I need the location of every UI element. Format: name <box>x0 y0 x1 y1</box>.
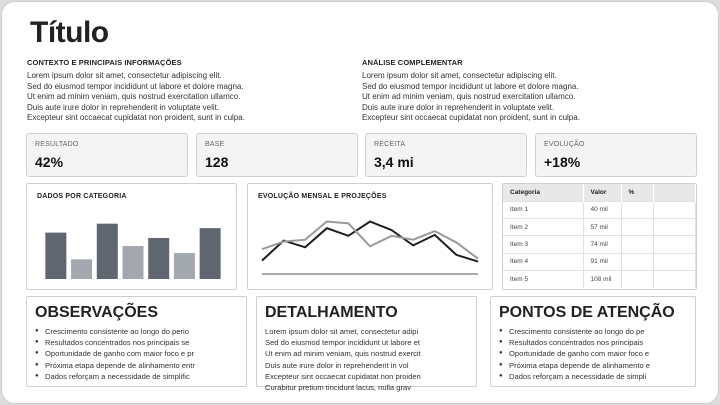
page-title: Título <box>30 16 109 49</box>
pontos-atencao-title: PONTOS DE ATENÇÃO <box>499 304 675 321</box>
table-cell: Item 5 <box>503 271 583 288</box>
table-cell: Item 3 <box>503 236 583 253</box>
observacoes-panel <box>26 296 247 387</box>
kpi-label: RESULTADO <box>35 141 79 148</box>
list-item: ● Oportunidade de ganho com maior foco e pr <box>35 348 238 359</box>
list-item: ● Dados reforçam a necessidade de simpli <box>499 371 687 382</box>
detalhamento-panel <box>256 296 477 393</box>
observacoes-title: OBSERVAÇÕES <box>35 304 158 321</box>
table-cell <box>621 236 653 253</box>
intro-left-heading: CONTEXTO E PRINCIPAIS INFORMAÇÕES <box>27 58 182 67</box>
table-cell: 74 mil <box>583 236 621 253</box>
table-header-empty <box>653 184 696 201</box>
bar-chart-panel <box>26 183 237 290</box>
table-header-categoria: Categoria <box>503 184 583 201</box>
line-chart-title: EVOLUÇÃO MENSAL E PROJEÇÕES <box>258 193 387 200</box>
table-row <box>503 271 696 288</box>
kpi-value: 128 <box>205 154 229 170</box>
table-cell: 57 mil <box>583 218 621 235</box>
table-row <box>503 236 696 253</box>
list-item: ● Resultados concentrados nos principais se <box>35 337 238 348</box>
bar-7 <box>200 228 221 279</box>
list-item: ● Crescimento consistente ao longo do perio <box>35 326 238 337</box>
table-row <box>503 201 696 218</box>
detalhamento-title: DETALHAMENTO <box>265 304 398 321</box>
list-item: ● Crescimento consistente ao longo do pe <box>499 326 687 337</box>
table-cell <box>653 271 696 288</box>
table-cell: Item 2 <box>503 218 583 235</box>
bar-3 <box>97 224 118 279</box>
table-cell: Item 4 <box>503 253 583 270</box>
observacoes-list <box>35 326 238 382</box>
bar-6 <box>174 253 195 279</box>
table-cell: 108 mil <box>583 271 621 288</box>
table-cell <box>653 253 696 270</box>
table-cell <box>621 271 653 288</box>
intro-left <box>27 58 327 124</box>
table-cell <box>653 236 696 253</box>
bar-chart-title: DADOS POR CATEGORIA <box>37 193 127 200</box>
line-chart-panel <box>247 183 493 290</box>
table-header-row <box>503 184 696 201</box>
bar-1 <box>45 233 66 279</box>
slide <box>1 1 719 404</box>
pontos-atencao-panel <box>490 296 696 387</box>
bar-chart <box>27 184 238 291</box>
bar-5 <box>148 238 169 279</box>
detalhamento-text: Lorem ipsum dolor sit amet, consectetur adipi Sed do eiusmod tempor incididunt ut labore et Ut enim ad minim veniam, quis nostrud exercit Duis aute irure dolor in reprehenderit in vol Excepteur sint occaecat cupidatat non proiden Curabitur pretium tincidunt lacus, nulla grav <box>265 327 421 393</box>
intro-right <box>362 58 662 124</box>
intro-left-text: Lorem ipsum dolor sit amet, consectetur adipiscing elit. Sed do eiusmod tempor incididunt ut labore et dolore magna. Ut enim ad minim veniam, quis nostrud exercitation ullamco. Duis aute irure dolor in reprehenderit in voluptate velit. Excepteur sint occaecat cupidatat non proident, sunt in culpa. <box>27 71 245 123</box>
kpi-card-resultado <box>26 133 188 177</box>
data-table <box>503 184 696 288</box>
list-item: ● Oportunidade de ganho com maior foco e <box>499 348 687 359</box>
table-row <box>503 253 696 270</box>
intro-right-text: Lorem ipsum dolor sit amet, consectetur adipiscing elit. Sed do eiusmod tempor incididunt ut labore et dolore magna. Ut enim ad minim veniam, quis nostrud exercitation ullamco. Duis aute irure dolor in reprehenderit in voluptate velit. Excepteur sint occaecat cupidatat non proident, sunt in culpa. <box>362 71 580 123</box>
table-cell <box>653 218 696 235</box>
table-cell: 40 mil <box>583 201 621 218</box>
table-cell <box>653 201 696 218</box>
table-cell: Item 1 <box>503 201 583 218</box>
table-row <box>503 218 696 235</box>
table-cell <box>621 201 653 218</box>
list-item: ● Resultados concentrados nos principais <box>499 337 687 348</box>
kpi-value: +18% <box>544 154 581 170</box>
kpi-card-evolucao <box>535 133 697 177</box>
kpi-card-base <box>196 133 358 177</box>
kpi-value: 42% <box>35 154 64 170</box>
kpi-label: BASE <box>205 141 225 148</box>
list-item: ● Próxima etapa depende de alinhamento entr <box>35 360 238 371</box>
table-header-percent: % <box>621 184 653 201</box>
series-line-2 <box>262 222 478 259</box>
kpi-label: EVOLUÇÃO <box>544 141 585 148</box>
line-chart <box>248 184 494 291</box>
kpi-card-receita <box>365 133 527 177</box>
table-cell <box>621 218 653 235</box>
bar-4 <box>123 246 144 279</box>
table-header-valor: Valor <box>583 184 621 201</box>
data-table-panel <box>502 183 697 290</box>
table-cell <box>621 253 653 270</box>
kpi-value: 3,4 mi <box>374 154 414 170</box>
list-item: ● Dados reforçam a necessidade de simplific <box>35 371 238 382</box>
table-cell: 91 mil <box>583 253 621 270</box>
pontos-atencao-list <box>499 326 687 382</box>
list-item: ● Próxima etapa depende de alinhamento e <box>499 360 687 371</box>
kpi-label: RECEITA <box>374 141 406 148</box>
intro-right-heading: ANÁLISE COMPLEMENTAR <box>362 58 463 67</box>
bar-2 <box>71 259 92 279</box>
